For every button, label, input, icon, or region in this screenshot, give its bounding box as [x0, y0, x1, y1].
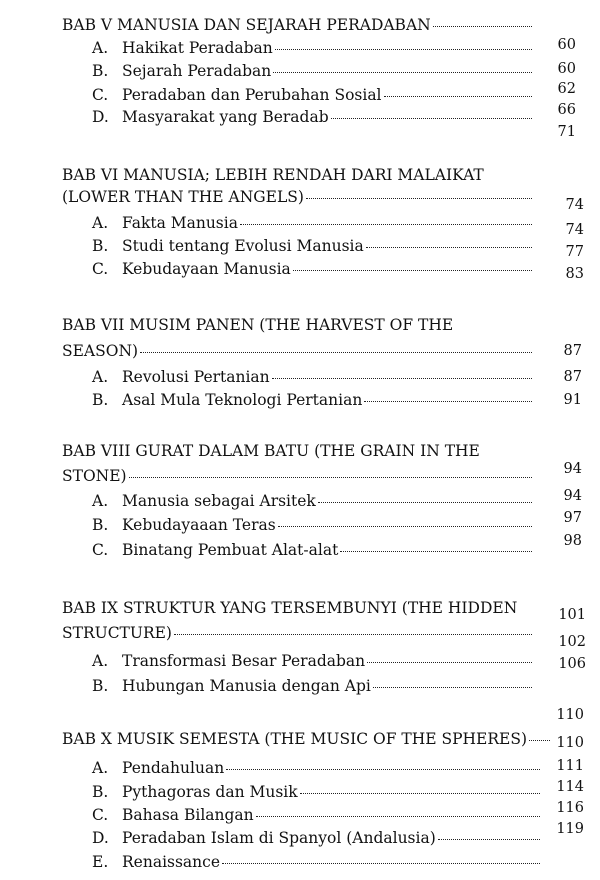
page-number: 91	[563, 392, 582, 408]
dot-leader	[226, 769, 540, 770]
chapter-title-continued: STONE)	[62, 465, 536, 487]
page-number: 119	[556, 821, 584, 837]
page-number: 94	[563, 461, 582, 477]
section-entry: E. Renaissance	[92, 851, 544, 873]
chapter-title: BAB VIII GURAT DALAM BATU (THE GRAIN IN THE	[62, 442, 480, 460]
page-number: 60	[557, 37, 576, 53]
dot-leader	[367, 662, 532, 663]
dot-leader	[306, 198, 532, 199]
dot-leader	[272, 378, 532, 379]
section-entry: D. Peradaban Islam di Spanyol (Andalusia)	[92, 827, 544, 849]
page-number: 110	[556, 735, 584, 751]
dot-leader	[384, 96, 532, 97]
chapter-title-continued: (LOWER THAN THE ANGELS)	[62, 186, 536, 208]
section-entry: B. Sejarah Peradaban	[92, 60, 536, 82]
section-entry: C. Peradaban dan Perubahan Sosial	[92, 84, 536, 106]
page-number: 71	[557, 124, 576, 140]
section-entry: C. Binatang Pembuat Alat-alat	[92, 539, 536, 561]
page-number: 102	[558, 634, 586, 650]
section-entry: B. Studi tentang Evolusi Manusia	[92, 235, 536, 257]
dot-leader	[256, 816, 540, 817]
dot-leader	[275, 49, 532, 50]
page-number: 111	[556, 758, 584, 774]
section-entry: A. Fakta Manusia	[92, 212, 536, 234]
page-number: 87	[563, 343, 582, 359]
section-entry: A. Hakikat Peradaban	[92, 37, 536, 59]
chapter-title: BAB IX STRUKTUR YANG TERSEMBUNYI (THE HIDDEN	[62, 599, 518, 617]
dot-leader	[293, 270, 532, 271]
page-number: 98	[563, 533, 582, 549]
page-number: 110	[556, 707, 584, 723]
chapter-title: BAB VII MUSIM PANEN (THE HARVEST OF THE	[62, 316, 454, 334]
page-number: 87	[563, 369, 582, 385]
page-number: 97	[563, 510, 582, 526]
section-entry: A. Transformasi Besar Peradaban	[92, 650, 536, 672]
dot-leader	[331, 118, 532, 119]
section-entry: A. Revolusi Pertanian	[92, 366, 536, 388]
page-number: 74	[565, 197, 584, 213]
section-entry: D. Masyarakat yang Beradab	[92, 106, 536, 128]
dot-leader	[222, 863, 540, 864]
page-number: 114	[556, 779, 584, 795]
dot-leader	[129, 477, 532, 478]
dot-leader	[364, 401, 532, 402]
section-entry: C. Kebudayaan Manusia	[92, 258, 536, 280]
dot-leader	[174, 634, 532, 635]
page-number: 83	[565, 266, 584, 282]
dot-leader	[373, 687, 532, 688]
section-entry: B. Asal Mula Teknologi Pertanian	[92, 389, 536, 411]
page-number: 62	[557, 81, 576, 97]
page-number: 106	[558, 656, 586, 672]
section-entry: B. Kebudayaaan Teras	[92, 514, 536, 536]
dot-leader	[433, 26, 532, 27]
dot-leader	[366, 247, 532, 248]
section-entry: A. Manusia sebagai Arsitek	[92, 490, 536, 512]
section-entry: B. Pythagoras dan Musik	[92, 781, 544, 803]
dot-leader	[140, 352, 532, 353]
page-number: 66	[557, 102, 576, 118]
page-number: 77	[565, 244, 584, 260]
chapter-title: BAB V MANUSIA DAN SEJARAH PERADABAN	[62, 14, 536, 36]
dot-leader	[278, 526, 532, 527]
dot-leader	[300, 793, 540, 794]
dot-leader	[438, 839, 540, 840]
section-entry: C. Bahasa Bilangan	[92, 804, 544, 826]
dot-leader	[318, 502, 532, 503]
page-number: 60	[557, 61, 576, 77]
page-number: 101	[558, 607, 586, 623]
chapter-title-continued: SEASON)	[62, 340, 536, 362]
page-number: 74	[565, 222, 584, 238]
dot-leader	[340, 551, 532, 552]
dot-leader	[240, 224, 532, 225]
chapter-title-continued: STRUCTURE)	[62, 622, 536, 644]
page-number: 116	[556, 800, 584, 816]
chapter-title: BAB VI MANUSIA; LEBIH RENDAH DARI MALAIKAT	[62, 166, 484, 184]
section-entry: B. Hubungan Manusia dengan Api	[92, 675, 536, 697]
section-entry: A. Pendahuluan	[92, 757, 544, 779]
chapter-title: BAB X MUSIK SEMESTA (THE MUSIC OF THE SPHERES)	[62, 728, 554, 750]
dot-leader	[273, 72, 532, 73]
page-number: 94	[563, 488, 582, 504]
